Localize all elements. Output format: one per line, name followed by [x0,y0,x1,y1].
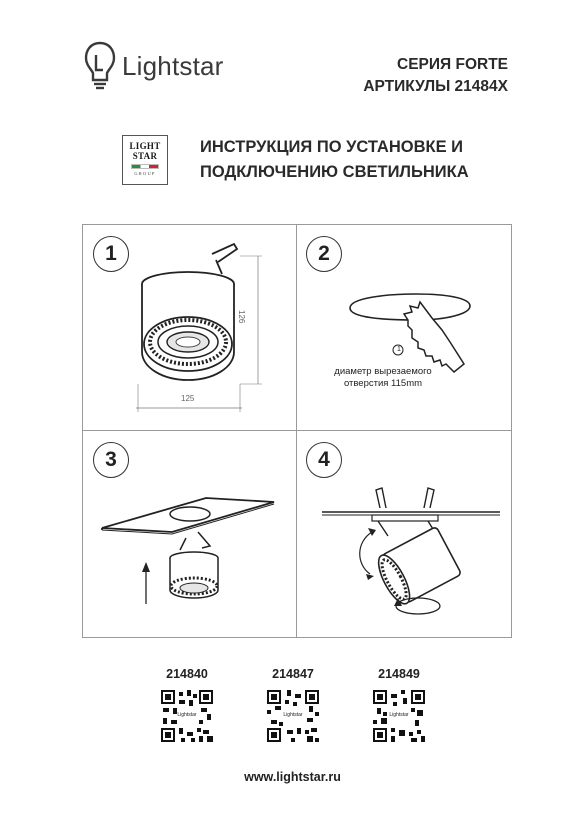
cutout-note-line2: отверстия 115mm [343,378,423,389]
qr-label: Lightstar [177,712,197,718]
group-logo-line1: LIGHT [129,141,161,151]
group-logo-line3: GROUP [134,171,156,176]
dimension-width-label: 125 [181,394,195,403]
grid-divider-vertical [296,225,297,637]
qr-label: Lightstar [389,712,409,718]
series-title [363,54,508,98]
rotate-adjust-drawing [318,482,504,622]
article-line: АРТИКУЛЫ 21484X [363,78,508,95]
cutout-marker-number: 1 [397,346,401,353]
website-link[interactable]: www.lightstar.ru [244,770,341,784]
step-number-4: 4 [306,442,342,478]
article-code-1: 214840 [166,667,208,681]
flag-stripe [131,164,159,169]
luminaire-dimensions-drawing [130,242,280,414]
brand-name: Lightstar [122,51,224,81]
cutout-diameter-note [318,366,448,390]
qr-label: Lightstar [283,712,303,718]
lightstar-group-logo [122,135,168,185]
instruction-line2: ПОДКЛЮЧЕНИЮ СВЕТИЛЬНИКА [200,163,469,181]
dimension-height-label: 126 [237,310,246,324]
lightbulb-logo-icon [82,40,118,94]
article-code-3: 214849 [378,667,420,681]
group-logo-line2: STAR [132,151,158,161]
step-number-2: 2 [306,236,342,272]
insert-luminaire-drawing [98,492,278,612]
instruction-title [200,135,469,185]
article-code-2: 214847 [272,667,314,681]
series-line: СЕРИЯ FORTE [397,56,508,73]
cutout-note-line1: диаметр вырезаемого [334,366,432,377]
step-number-1: 1 [93,236,129,272]
instruction-line1: ИНСТРУКЦИЯ ПО УСТАНОВКЕ И [200,138,464,156]
grid-divider-horizontal [83,430,511,431]
step-number-3: 3 [93,442,129,478]
